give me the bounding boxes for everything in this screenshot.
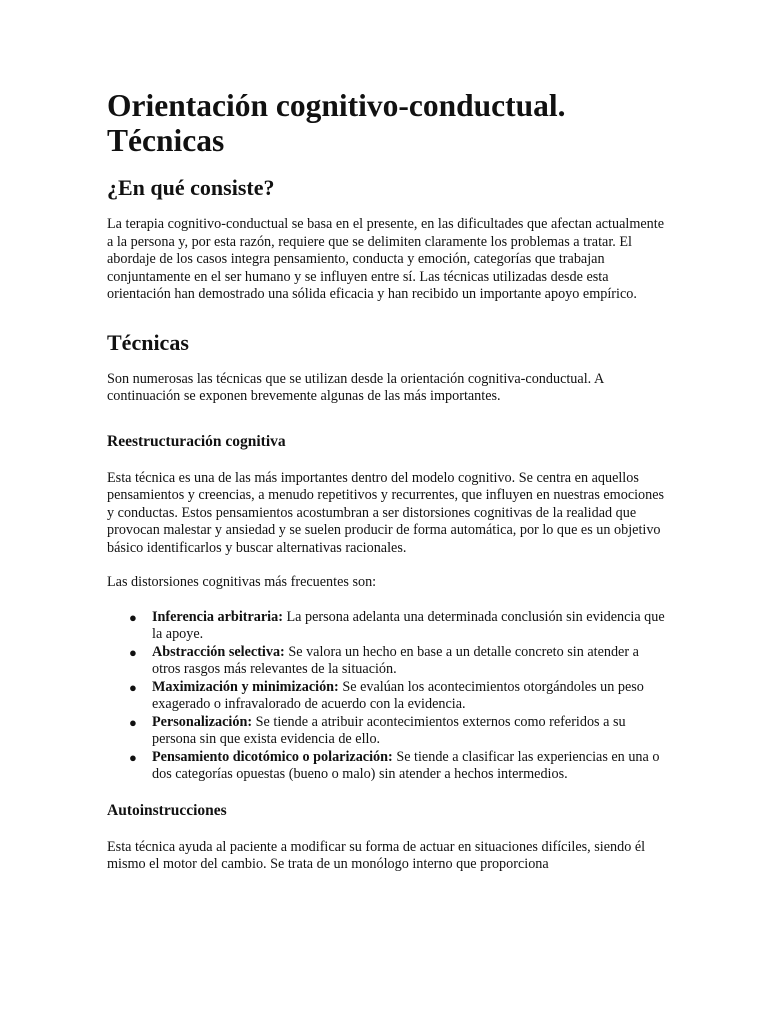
heading-autoinstrucciones: Autoinstrucciones (107, 801, 227, 819)
bullet-icon: ● (129, 679, 137, 695)
bullet-icon: ● (129, 749, 137, 765)
paragraph-tecnicas: Son numerosas las técnicas que se utilizan desde la orientación cognitiva-conductual. A continuación se exponen brevemente algunas de las más importantes. (107, 370, 604, 404)
bullet-icon: ● (129, 609, 137, 625)
list-item-term: Abstracción selectiva: (152, 643, 285, 660)
list-item-text: Se evalúan los acontecimientos otorgándoles un peso exagerado o infravalorado de acuerdo con la evidencia. (152, 678, 644, 712)
list-item-text: Se tiende a atribuir acontecimientos externos como referidos a su persona sin que exista evidencia de ello. (152, 713, 626, 747)
heading-reestructuracion: Reestructuración cognitiva (107, 432, 286, 450)
list-item-term: Pensamiento dicotómico o polarización: (152, 748, 393, 765)
list-item (129, 748, 667, 784)
list-item (129, 608, 667, 644)
bullet-icon: ● (129, 714, 137, 730)
list-item (129, 678, 667, 714)
document-title: Orientación cognitivo-conductual. Técnicas (107, 88, 566, 158)
heading-tecnicas: Técnicas (107, 329, 189, 355)
list-item-text: Se valora un hecho en base a un detalle concreto sin atender a otros rasgos más relevantes de la situación. (152, 643, 639, 677)
paragraph-en-que-consiste: La terapia cognitivo-conductual se basa en el presente, en las dificultades que afectan actualmente a la persona y, por esta razón, requiere que se delimiten claramente los problemas a tratar. El abordaje de los casos integra pensamiento, conducta y emoción, categorías que trabajan conjuntamente en el ser humano y se influyen entre sí. Las técnicas utilizadas desde esta orientación han demostrado una sólida eficacia y han recibido un importante apoyo empírico. (107, 216, 664, 302)
paragraph-autoinstrucciones: Esta técnica ayuda al paciente a modificar su forma de actuar en situaciones difíciles, siendo él mismo el motor del cambio. Se trata de un monólogo interno que proporciona (107, 838, 646, 872)
list-item (129, 643, 667, 679)
list-item-term: Inferencia arbitraria: (152, 608, 283, 625)
paragraph-reestructuracion: Esta técnica es una de las más importantes dentro del modelo cognitivo. Se centra en aquellos pensamientos y creencias, a menudo repetitivos y recurrentes, que influyen en nuestras emociones y conductas. Estos pensamientos acostumbran a ser distorsiones cognitivas de la realidad que provocan malestar y ansiedad y se suelen producir de forma automática, por lo que es un objetivo básico identificarlos y buscar alternativas racionales. (107, 469, 665, 556)
list-item-text: La persona adelanta una determinada conclusión sin evidencia que la apoye. (152, 608, 665, 642)
list-item-term: Maximización y minimización: (152, 678, 339, 695)
heading-en-que-consiste: ¿En qué consiste? (107, 175, 275, 200)
list-intro: Las distorsiones cognitivas más frecuentes son: (107, 574, 377, 590)
document-page (107, 88, 667, 874)
list-item-text: Se tiende a clasificar las experiencias en una o dos categorías opuestas (bueno o malo) sin atender a hechos intermedios. (152, 748, 660, 782)
list-item (129, 713, 667, 749)
distortions-list (107, 609, 667, 784)
list-item-term: Personalización: (152, 713, 253, 730)
bullet-icon: ● (129, 644, 137, 660)
